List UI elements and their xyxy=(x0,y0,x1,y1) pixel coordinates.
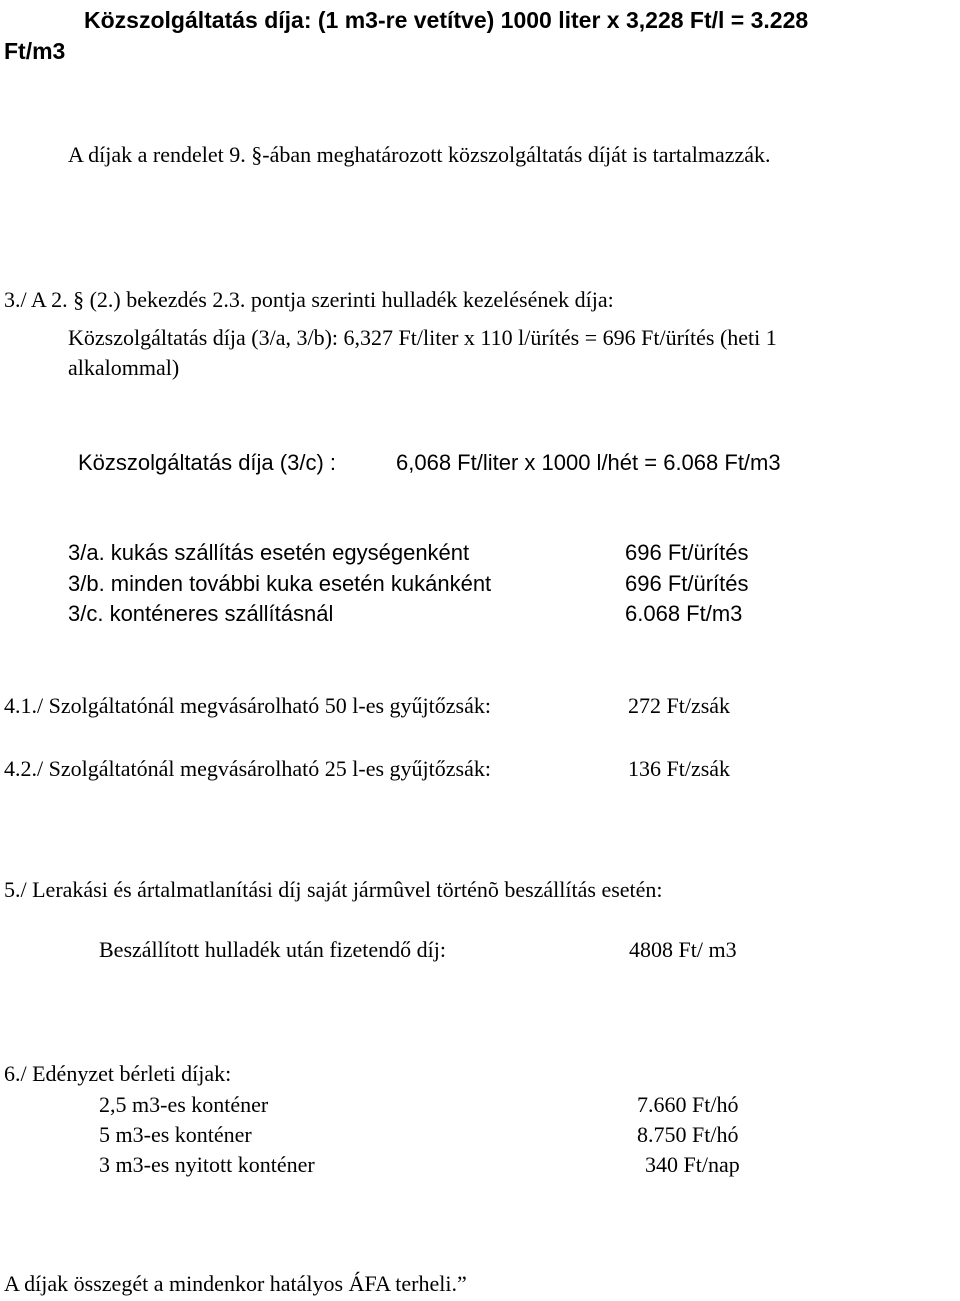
section-3-c-label: Közszolgáltatás díja (3/c) : xyxy=(78,450,337,475)
container-rent-value: 340 Ft/nap xyxy=(645,1152,740,1177)
bag-25l-label: 4.2./ Szolgáltatónál megvásárolható 25 l-es gyűjtőzsák: xyxy=(4,756,491,781)
section-5-label: Beszállított hulladék után fizetendő díj: xyxy=(99,937,447,962)
section-3-ab-fee: Közszolgáltatás díja (3/a, 3/b): 6,327 Ft/liter x 110 l/ürítés = 696 Ft/ürítés (heti 1 xyxy=(68,325,777,350)
fee-row-value: 696 Ft/ürítés xyxy=(625,571,749,596)
container-rent-label: 3 m3-es nyitott konténer xyxy=(99,1152,315,1177)
fees-include-note: A díjak a rendelet 9. §-ában meghatározott közszolgáltatás díját is tartalmazzák. xyxy=(68,142,771,167)
bag-50l-value: 272 Ft/zsák xyxy=(628,693,731,718)
section-3-ab-fee-cont: alkalommal) xyxy=(68,355,180,380)
fee-row-label: 3/a. kukás szállítás esetén egységenként xyxy=(68,540,470,565)
header-line-1: Közszolgáltatás díja: (1 m3-re vetítve) 1000 liter x 3,228 Ft/l = 3.228 xyxy=(84,7,809,33)
container-rent-label: 5 m3-es konténer xyxy=(99,1122,252,1147)
header-line-2: Ft/m3 xyxy=(4,38,66,64)
container-rent-value: 8.750 Ft/hó xyxy=(637,1122,739,1147)
container-rent-value: 7.660 Ft/hó xyxy=(637,1092,739,1117)
section-6-heading: 6./ Edényzet bérleti díjak: xyxy=(4,1061,232,1086)
fee-row-label: 3/b. minden további kuka esetén kukánként xyxy=(68,571,492,596)
bag-25l-value: 136 Ft/zsák xyxy=(628,756,731,781)
section-3-heading: 3./ A 2. § (2.) bekezdés 2.3. pontja szerinti hulladék kezelésének díja: xyxy=(4,287,614,312)
vat-footer-note: A díjak összegét a mindenkor hatályos ÁFA terheli.” xyxy=(4,1271,467,1296)
container-rent-label: 2,5 m3-es konténer xyxy=(99,1092,269,1117)
section-3-c-value: 6,068 Ft/liter x 1000 l/hét = 6.068 Ft/m3 xyxy=(396,450,781,475)
fee-row-value: 6.068 Ft/m3 xyxy=(625,601,743,626)
section-5-value: 4808 Ft/ m3 xyxy=(629,937,737,962)
section-5-heading: 5./ Lerakási és ártalmatlanítási díj saját jármûvel történõ beszállítás esetén: xyxy=(4,877,663,902)
bag-50l-label: 4.1./ Szolgáltatónál megvásárolható 50 l-es gyűjtőzsák: xyxy=(4,693,491,718)
fee-row-value: 696 Ft/ürítés xyxy=(625,540,749,565)
fee-row-label: 3/c. konténeres szállításnál xyxy=(68,601,334,626)
